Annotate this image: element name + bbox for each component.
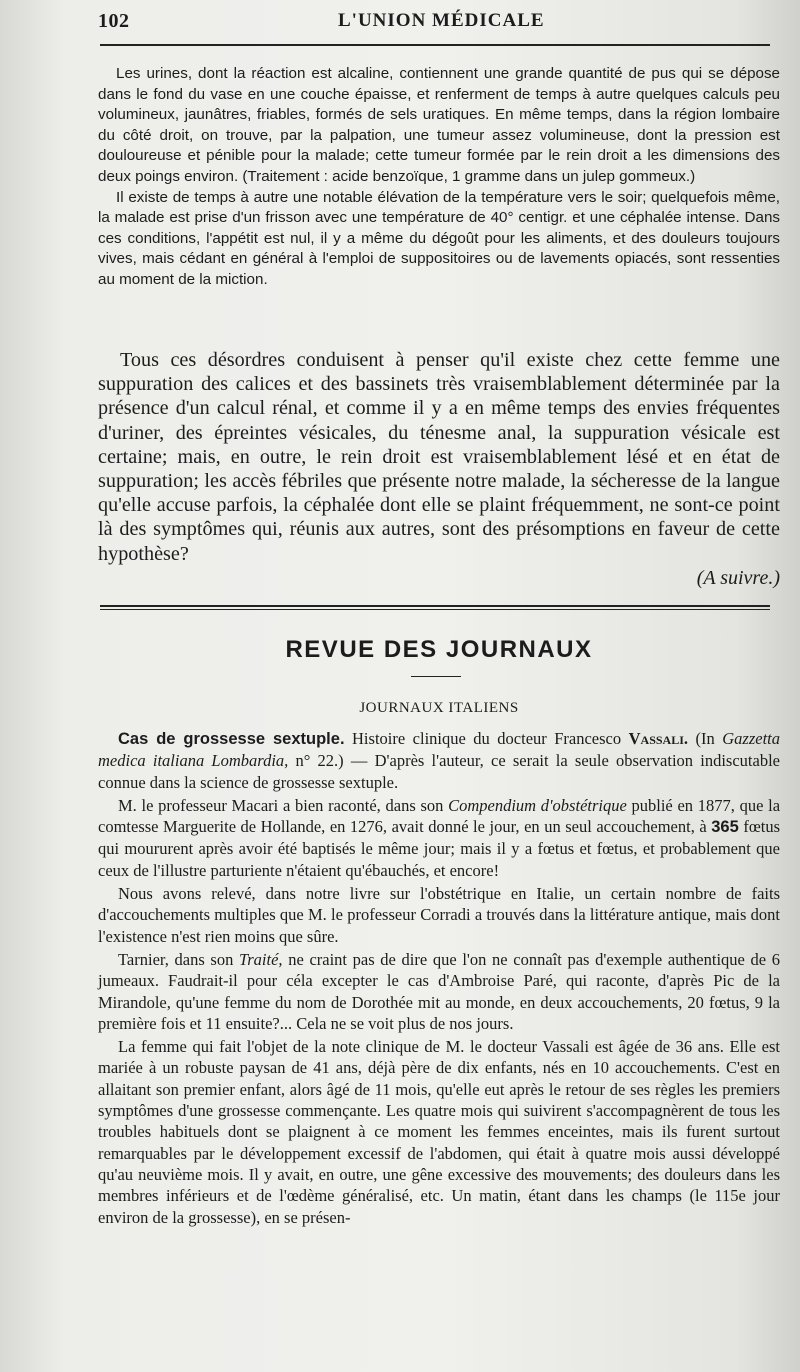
text-run: M. le professeur Macari a bien raconté, dans son xyxy=(118,795,449,815)
text-run: fœtus qui moururent après avoir été baptisés le même jour; mais il y a fœtus et fœtus, et probablement que ceux de l'illustre parturiente n'étaient qu'ébauchés, et encore! xyxy=(98,817,780,880)
text-run: n° 22.) — D'après l'auteur, ce serait la seule observation indiscutable connue dans la science de grossesse sextuple. xyxy=(98,751,780,792)
to-be-continued: (A suivre.) xyxy=(696,566,780,589)
title-underline xyxy=(411,676,461,677)
journal-name: Gazzetta medica italiana Lombardia, xyxy=(98,729,780,771)
running-title: L'UNION MÉDICALE xyxy=(338,10,545,31)
top-text-block xyxy=(98,64,780,291)
article-paragraph xyxy=(98,728,780,793)
page-number: 102 xyxy=(98,10,130,32)
paragraph: Les urines, dont la réaction est alcaline, contiennent une grande quantité de pus qui se dépose dans le fond du vase en une couche épaisse, et renferment de temps à autre quelques calculs peu volumineux, jaunâtres, friables, formés de sels uratiques. En même temps, dans la région lombaire du côté droit, on trouve, par la palpation, une tumeur assez volumineuse, dont la pression est douloureuse et pénible pour la malade; cette tumeur formée par le rein droit a les dimensions des deux poings environ. (Traitement : acide benzoïque, 1 gramme dans un julep gommeux.) xyxy=(98,65,780,185)
article-paragraph: La femme qui fait l'objet de la note clinique de M. le docteur Vassali est âgée de 36 ans. Elle est mariée à un robuste paysan de 41 ans, déjà père de dix enfants, nés en 10 accouchements. C'est en allaitant son premier enfant, alors âgé de 11 mois, qu'elle eut après le retour de ses règles les premiers symptômes d'une grossesse commençante. Les quatre mois qui suivirent s'accompagnèrent de tous les troubles habituels dont se plaignent à ce moment les femmes enceintes, mais ils furent surtout remarquables par le développement excessif de l'abdomen, qui était à quatre mois aussi développé qu'au neuvième mois. Il y avait, en outre, une gêne excessive des mouvements; des douleurs dans les membres inférieurs et de l'œdème généralisé, etc. Un matin, étant dans les champs (le 115e jour environ de la grossesse), en se présen- xyxy=(98,1037,780,1227)
book-title: Compendium d'obstétrique xyxy=(448,795,627,815)
author-name: Vassali. xyxy=(628,729,689,748)
large-text-block xyxy=(98,348,780,590)
section-title: REVUE DES JOURNAUX xyxy=(285,636,593,663)
text-run: ne craint pas de dire que l'on ne connaît pas d'exemple authentique de 6 jumeaux. Faudrait-il pour céla excepter le cas d'Ambroise Paré, qui raconte, d'après Pic de la Mirandole, qu'une femme du nom de Dorothée mit au monde, en deux accouchements, 20 fœtus, 9 la première fois et 11 ensuite?... Cela ne se voit plus de nos jours. xyxy=(98,949,781,1033)
text-run: (In xyxy=(688,729,723,748)
text-run: Histoire clinique du docteur Francesco xyxy=(344,729,629,748)
bold-number: 365 xyxy=(711,818,739,837)
article-body xyxy=(98,728,780,1228)
article-paragraph: Nous avons relevé, dans notre livre sur l'obstétrique en Italie, un certain nombre de faits d'accouchements multiples que M. le professeur Corradi a trouvés dans la littérature antique, mais dont l'existence n'est rien moins que sûre. xyxy=(98,884,780,946)
article-title: Cas de grossesse sextuple. xyxy=(118,730,345,748)
article-paragraph xyxy=(98,795,780,881)
section-divider xyxy=(100,605,770,607)
subsection-title: JOURNAUX ITALIENS xyxy=(359,700,519,716)
book-title: Traité, xyxy=(239,949,283,969)
paragraph: Tous ces désordres conduisent à penser qu'il existe chez cette femme une suppuration des calices et des bassinets très vraisemblablement déterminée par la présence d'un calcul rénal, et comme il y a en même temps des envies fréquentes d'uriner, des épreintes vésicales, du ténesme anal, la suppuration vésicale est certaine; mais, en outre, le rein droit est vraisemblablement lésé et en état de suppuration; les accès fébriles que présente notre malade, la sécheresse de la langue qu'elle accuse parfois, la céphalée dont elle se plaint fréquemment, ne sont-ce point là des symptômes qui, réunis aux autres, sont des présomptions en faveur de cette hypothèse? xyxy=(98,349,780,565)
text-run: publié en 1877, que la comtesse Marguerite de Hollande, en 1276, avait donné le jour, en un seul accouchement, à xyxy=(98,795,781,837)
page-header xyxy=(98,10,778,36)
text-run: Tarnier, dans son xyxy=(118,949,239,969)
article-paragraph xyxy=(98,949,780,1034)
header-rule xyxy=(100,44,770,46)
section-divider-thin xyxy=(100,609,770,610)
paragraph: Il existe de temps à autre une notable élévation de la température vers le soir; quelquefois même, la malade est prise d'un frisson avec une température de 40° centigr. et une céphalée intense. Dans ces conditions, l'appétit est nul, il y a même du dégoût pour les aliments, et des douleurs toujours vives, mais cédant en général à l'emploi de suppositoires ou de lavements opiacés, sont ressenties au moment de la miction. xyxy=(98,188,780,288)
